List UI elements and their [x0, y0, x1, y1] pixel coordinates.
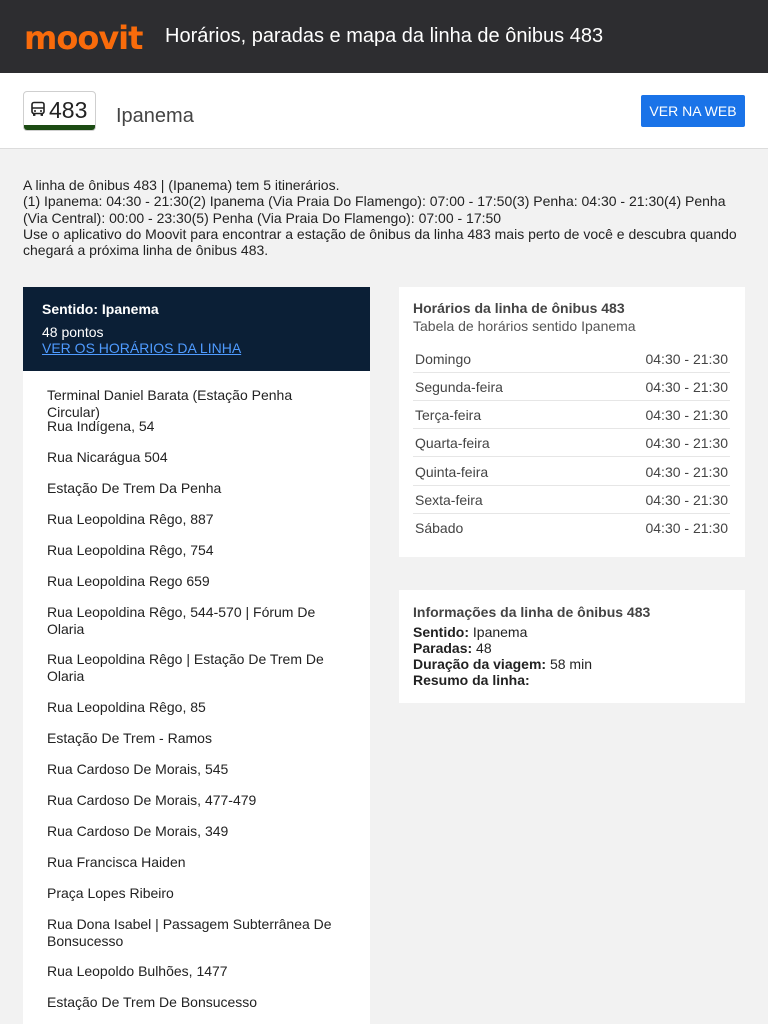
route-header: [23, 287, 370, 371]
route-stops-card: [23, 287, 370, 1024]
bus-icon: [30, 101, 46, 117]
schedule-row: [413, 373, 730, 401]
stop-item[interactable]: Terminal Daniel Barata (Estação Penha Circular): [47, 387, 293, 420]
schedule-row: [413, 486, 730, 514]
stop-item[interactable]: Rua Leopoldina Rêgo | Estação De Trem De Olaria: [47, 651, 324, 684]
top-bar: [0, 0, 768, 73]
info-direction-label: Sentido:: [413, 624, 469, 640]
line-bar: [0, 73, 768, 149]
stop-item[interactable]: Rua Dona Isabel | Passagem Subterrânea De Bonsucesso: [47, 916, 332, 949]
line-badge: [23, 91, 96, 131]
schedule-day: Sexta-feira: [415, 492, 483, 508]
info-stops: [413, 640, 492, 656]
schedule-row: [413, 345, 730, 373]
schedule-hours: 04:30 - 21:30: [645, 492, 728, 508]
schedule-day: Segunda-feira: [415, 379, 503, 395]
line-color-bar: [24, 125, 95, 130]
view-schedule-link[interactable]: VER OS HORÁRIOS DA LINHA: [42, 340, 242, 356]
info-direction-value: Ipanema: [472, 624, 528, 640]
schedule-row: [413, 429, 730, 457]
schedule-hours: 04:30 - 21:30: [645, 407, 728, 423]
schedule-hours: 04:30 - 21:30: [645, 379, 728, 395]
stop-item[interactable]: Rua Leopoldina Rego 659: [47, 573, 210, 589]
schedule-hours: 04:30 - 21:30: [645, 464, 728, 480]
info-direction: [413, 624, 527, 640]
schedule-hours: 04:30 - 21:30: [645, 520, 728, 536]
schedule-hours: 04:30 - 21:30: [645, 351, 728, 367]
stop-item[interactable]: Estação De Trem De Bonsucesso: [47, 994, 258, 1010]
schedule-subtitle: Tabela de horários sentido Ipanema: [413, 318, 636, 334]
stop-item[interactable]: Rua Cardoso De Morais, 545: [47, 761, 229, 777]
schedule-card: [399, 287, 745, 557]
stop-item[interactable]: Rua Nicarágua 504: [47, 449, 168, 465]
schedule-day: Terça-feira: [415, 407, 482, 423]
stop-item[interactable]: Praça Lopes Ribeiro: [47, 885, 174, 901]
schedule-day: Quinta-feira: [415, 464, 489, 480]
schedule-day: Sábado: [415, 520, 464, 536]
line-name: Ipanema: [116, 105, 194, 127]
route-direction: Sentido: Ipanema: [42, 301, 159, 317]
schedule-title: Horários da linha de ônibus 483: [413, 300, 625, 316]
moovit-logo[interactable]: moovit: [24, 19, 143, 57]
intro-app-promo: Use o aplicativo do Moovit para encontrar a estação de ônibus da linha 483 mais perto de você e descubra quando chegará a próxima linha de ônibus 483.: [23, 225, 737, 259]
schedule-hours: 04:30 - 21:30: [645, 435, 728, 451]
stop-item[interactable]: Estação De Trem Da Penha: [47, 480, 222, 496]
stop-item[interactable]: Rua Leopoldina Rêgo, 887: [47, 511, 214, 527]
schedule-row: [413, 458, 730, 486]
line-info-card: [399, 590, 745, 703]
line-number: 483: [49, 97, 88, 123]
route-stops-count: 48 pontos: [42, 324, 104, 340]
info-duration-value: 58 min: [549, 656, 592, 672]
stop-item[interactable]: Rua Cardoso De Morais, 349: [47, 823, 229, 839]
stop-item[interactable]: Rua Francisca Haiden: [47, 854, 186, 870]
info-stops-value: 48: [476, 640, 492, 656]
info-duration-label: Duração da viagem:: [413, 656, 547, 672]
intro-schedules: (1) Ipanema: 04:30 - 21:30(2) Ipanema (Via Praia Do Flamengo): 07:00 - 17:50(3) Penha: 04:30 - 21:30(4) Penha (Via Central): 00:00 - 23:30(5) Penha (Via Praia Do Flamengo): 07:00 - 17:50: [23, 193, 726, 226]
info-summary: [413, 672, 530, 688]
stop-item[interactable]: Estação De Trem - Ramos: [47, 730, 212, 746]
info-stops-label: Paradas:: [413, 640, 473, 656]
stop-item[interactable]: Rua Leopoldo Bulhões, 1477: [47, 963, 228, 979]
info-duration: [413, 656, 592, 672]
schedule-day: Domingo: [415, 351, 472, 367]
stop-item[interactable]: Rua Leopoldina Rêgo, 544-570 | Fórum De Olaria: [47, 604, 316, 637]
stop-item[interactable]: Rua Indígena, 54: [47, 418, 155, 434]
stop-item[interactable]: Rua Cardoso De Morais, 477-479: [47, 792, 257, 808]
info-summary-label: Resumo da linha:: [413, 672, 530, 688]
view-on-web-button[interactable]: VER NA WEB: [641, 95, 745, 127]
schedule-row: [413, 401, 730, 429]
stop-item[interactable]: Rua Leopoldina Rêgo, 754: [47, 542, 214, 558]
intro-itineraries: A linha de ônibus 483 | (Ipanema) tem 5 itinerários.: [23, 177, 340, 193]
page-title: Horários, paradas e mapa da linha de ônibus 483: [165, 25, 604, 47]
stop-item[interactable]: Rua Leopoldina Rêgo, 85: [47, 699, 206, 715]
line-description: [23, 177, 745, 258]
info-title: Informações da linha de ônibus 483: [413, 604, 651, 620]
schedule-row: [413, 514, 730, 542]
schedule-day: Quarta-feira: [415, 435, 490, 451]
